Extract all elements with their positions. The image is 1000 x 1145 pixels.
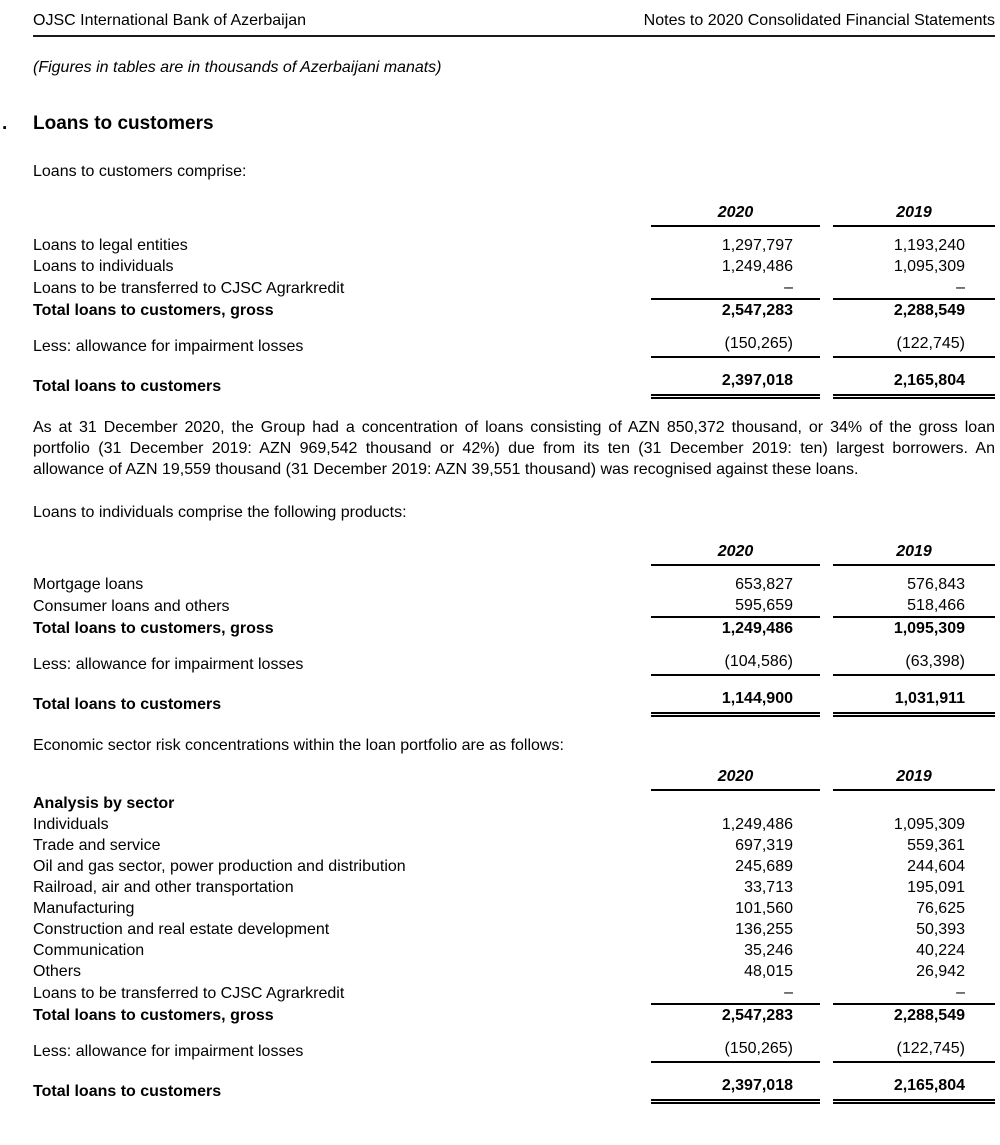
loans-comprise-table: [33, 202, 995, 399]
column-gap: [820, 541, 833, 565]
column-gap: [820, 898, 833, 919]
column-gap: [820, 814, 833, 835]
row-label: Individuals: [33, 816, 109, 833]
value-2020: (104,586): [651, 639, 820, 675]
column-gap: [820, 877, 833, 898]
sector-analysis-table: [33, 766, 995, 1104]
table-header-row: [33, 202, 995, 226]
value-2019: 26,942: [916, 963, 965, 980]
value-2020: 101,560: [735, 900, 793, 917]
row-label: Total loans to customers, gross: [33, 302, 274, 319]
column-gap: [820, 1026, 833, 1062]
value-2020: 1,249,486: [721, 258, 793, 275]
value-2019: 2,165,804: [833, 357, 995, 397]
table-row: [33, 982, 995, 1004]
value-2019: (122,745): [833, 1026, 995, 1062]
table-row-total-gross: [33, 299, 995, 321]
table-row: [33, 835, 995, 856]
table-row: [33, 877, 995, 898]
col-header-2020: 2020: [651, 541, 820, 565]
table-row-allowance: [33, 1026, 995, 1062]
value-2020: 2,547,283: [721, 1007, 793, 1024]
table-row: [33, 961, 995, 982]
column-gap: [820, 835, 833, 856]
column-gap: [820, 675, 833, 715]
table-row-total: [33, 675, 995, 715]
row-label: Loans to individuals: [33, 258, 174, 275]
value-2020: 2,547,283: [721, 302, 793, 319]
column-gap: [820, 235, 833, 256]
column-gap: [820, 1062, 833, 1102]
table-row-allowance: [33, 321, 995, 357]
value-2020: –: [651, 277, 820, 299]
header-spacer: [33, 766, 651, 790]
column-gap: [820, 256, 833, 277]
value-2020: 33,713: [744, 879, 793, 896]
col-header-2019: 2019: [833, 541, 995, 565]
row-label: Oil and gas sector, power production and distribution: [33, 858, 406, 875]
table-row: [33, 919, 995, 940]
intro-sector-concentration: Economic sector risk concentrations within the loan portfolio are as follows:: [33, 737, 564, 754]
table-header-row: [33, 541, 995, 565]
row-label: Trade and service: [33, 837, 161, 854]
value-2019: 40,224: [916, 942, 965, 959]
table-row-total-gross: [33, 617, 995, 639]
row-label: Total loans to customers: [33, 1082, 222, 1100]
row-label: Total loans to customers, gross: [33, 620, 274, 637]
row-label: Construction and real estate development: [33, 921, 330, 938]
row-label: Total loans to customers: [33, 695, 222, 713]
value-2019: (63,398): [833, 639, 995, 675]
section-number-period: .: [2, 113, 8, 134]
value-2019: [833, 793, 995, 814]
table-row: [33, 814, 995, 835]
column-gap: [820, 793, 833, 814]
row-label: Total loans to customers, gross: [33, 1007, 274, 1024]
notes-title: Notes to 2020 Consolidated Financial Statements: [643, 12, 995, 29]
row-label: Less: allowance for impairment losses: [33, 656, 304, 673]
figures-note: (Figures in tables are in thousands of Azerbaijani manats): [33, 59, 442, 76]
table-row: [33, 235, 995, 256]
bank-name: OJSC International Bank of Azerbaijan: [33, 12, 307, 29]
row-label: Mortgage loans: [33, 576, 144, 593]
column-gap: [820, 202, 833, 226]
column-gap: [820, 961, 833, 982]
value-2020: 595,659: [651, 595, 820, 617]
column-gap: [820, 639, 833, 675]
value-2020: 136,255: [735, 921, 793, 938]
header-spacer: [33, 541, 651, 565]
row-label: Loans to be transferred to CJSC Agrarkredit: [33, 985, 345, 1002]
header-spacer: [33, 202, 651, 226]
table-row: [33, 277, 995, 299]
value-2019: –: [833, 982, 995, 1004]
value-2019: 576,843: [907, 576, 965, 593]
column-gap: [820, 766, 833, 790]
row-label: Loans to legal entities: [33, 237, 188, 254]
col-header-2019: 2019: [833, 766, 995, 790]
row-label: Less: allowance for impairment losses: [33, 338, 304, 355]
column-gap: [820, 595, 833, 617]
value-2019: 244,604: [907, 858, 965, 875]
column-gap: [820, 940, 833, 961]
row-label: Manufacturing: [33, 900, 135, 917]
value-2020: [651, 793, 820, 814]
column-gap: [820, 617, 833, 639]
value-2019: 76,625: [916, 900, 965, 917]
table-row: [33, 856, 995, 877]
value-2020: (150,265): [651, 1026, 820, 1062]
column-gap: [820, 321, 833, 357]
section-heading: [2, 112, 995, 135]
column-gap: [820, 277, 833, 299]
row-label: Communication: [33, 942, 145, 959]
value-2019: (122,745): [833, 321, 995, 357]
value-2020: (150,265): [651, 321, 820, 357]
value-2019: 2,165,804: [833, 1062, 995, 1102]
table-row-total: [33, 357, 995, 397]
column-gap: [820, 299, 833, 321]
table-row: [33, 898, 995, 919]
col-header-2020: 2020: [651, 202, 820, 226]
row-label: Others: [33, 963, 82, 980]
value-2019: –: [833, 277, 995, 299]
value-2020: 697,319: [735, 837, 793, 854]
column-gap: [820, 1004, 833, 1026]
column-gap: [820, 574, 833, 595]
value-2020: 1,249,486: [721, 816, 793, 833]
intro-loans-comprise: Loans to customers comprise:: [33, 163, 247, 180]
value-2019: 1,031,911: [833, 675, 995, 715]
value-2020: 1,144,900: [651, 675, 820, 715]
row-label: Analysis by sector: [33, 795, 175, 812]
column-gap: [820, 856, 833, 877]
value-2020: 1,297,797: [721, 237, 793, 254]
value-2020: 35,246: [744, 942, 793, 959]
value-2020: –: [651, 982, 820, 1004]
value-2020: 2,397,018: [651, 1062, 820, 1102]
table-row-analysis-header: [33, 793, 995, 814]
value-2019: 50,393: [916, 921, 965, 938]
intro-individuals-products: Loans to individuals comprise the following products:: [33, 504, 407, 521]
value-2020: 1,249,486: [721, 620, 793, 637]
value-2020: 653,827: [735, 576, 793, 593]
value-2019: 1,095,309: [893, 816, 965, 833]
table-row: [33, 574, 995, 595]
value-2019: 1,095,309: [893, 258, 965, 275]
page-header: [33, 10, 995, 37]
value-2019: 1,095,309: [893, 620, 965, 637]
row-label: Loans to be transferred to CJSC Agrarkredit: [33, 280, 345, 297]
col-header-2020: 2020: [651, 766, 820, 790]
spacer-row: [33, 226, 995, 235]
row-label: Railroad, air and other transportation: [33, 879, 294, 896]
table-row-allowance: [33, 639, 995, 675]
value-2019: 518,466: [833, 595, 995, 617]
table-row-total: [33, 1062, 995, 1102]
table-row-total-gross: [33, 1004, 995, 1026]
table-row: [33, 595, 995, 617]
value-2019: 2,288,549: [893, 302, 965, 319]
concentration-paragraph: As at 31 December 2020, the Group had a concentration of loans consisting of AZN 850,372 thousand, or 34% of the gross loan portfolio (31 December 2019: AZN 969,542 thousand or 42%) due from its ten (31 December 2019: ten) largest borrowers. An allowance of AZN 19,559 thousand (31 December 2019: AZN 39,551 thousand) was recognised against these loans.: [33, 419, 995, 478]
table-row: [33, 940, 995, 961]
value-2020: 2,397,018: [651, 357, 820, 397]
table-row: [33, 256, 995, 277]
value-2020: 48,015: [744, 963, 793, 980]
spacer-row: [33, 565, 995, 574]
column-gap: [820, 357, 833, 397]
column-gap: [820, 919, 833, 940]
row-label: Total loans to customers: [33, 377, 222, 395]
row-label: Less: allowance for impairment losses: [33, 1043, 304, 1060]
row-label: Consumer loans and others: [33, 598, 230, 615]
value-2019: 559,361: [907, 837, 965, 854]
value-2019: 1,193,240: [893, 237, 965, 254]
section-title: Loans to customers: [33, 113, 214, 134]
value-2019: 2,288,549: [893, 1007, 965, 1024]
column-gap: [820, 982, 833, 1004]
value-2019: 195,091: [907, 879, 965, 896]
col-header-2019: 2019: [833, 202, 995, 226]
individuals-products-table: [33, 541, 995, 717]
value-2020: 245,689: [735, 858, 793, 875]
table-header-row: [33, 766, 995, 790]
